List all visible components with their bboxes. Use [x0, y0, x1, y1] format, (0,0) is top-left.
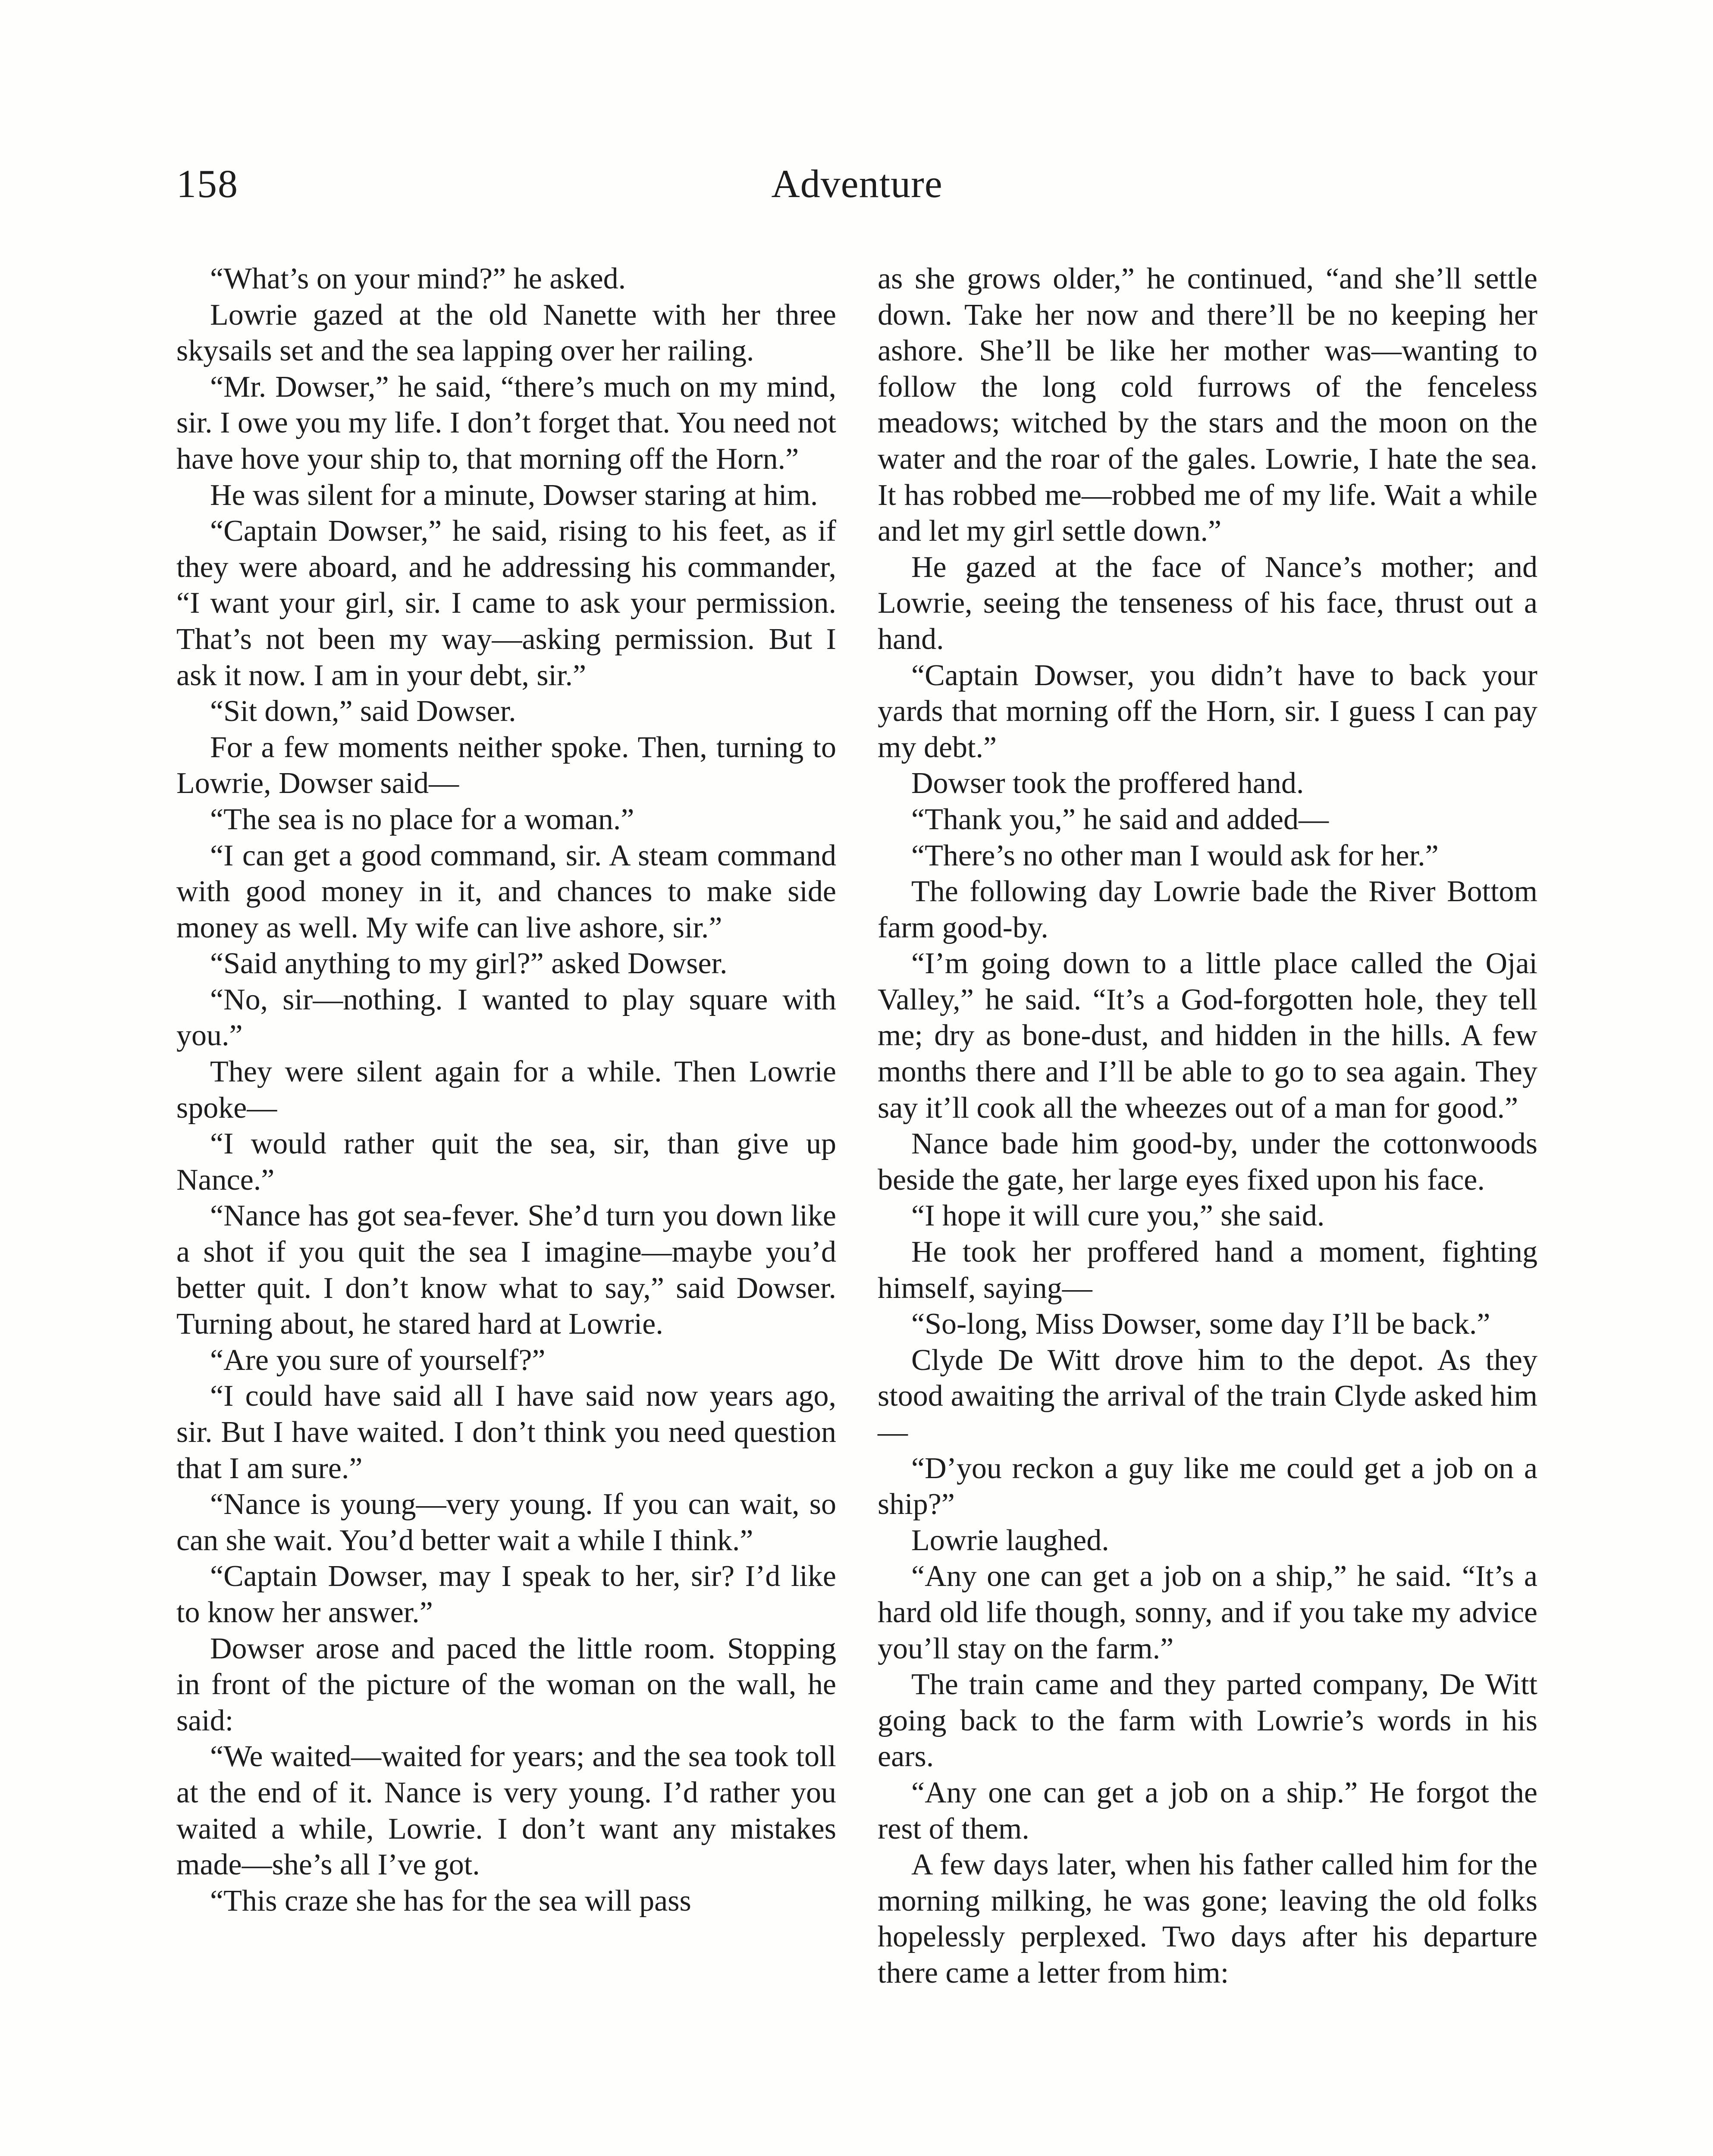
paragraph-continuation: as she grows older,” he continued, “and she’ll settle down. Take her now and there’ll be no keeping her ashore. She’ll be like her mother was—wanting to follow the long cold furrows of the fenceless meadows; witched by the stars and the moon on the water and the roar of the gales. Lowrie, I hate the sea. It has robbed me—robbed me of my life. Wait a while and let my girl settle down.”: [878, 262, 1537, 548]
paragraph: “There’s no other man I would ask for her.”: [911, 839, 1439, 872]
paragraph: Lowrie laughed.: [911, 1523, 1109, 1557]
paragraph: “Said anything to my girl?” asked Dowser.: [210, 947, 728, 981]
paragraph: “Captain Dowser,” he said, rising to his feet, as if they were aboard, and he addressing his commander, “I want your girl, sir. I came to ask your permission. That’s not been my way—asking permission. But I ask it now. I am in your debt, sir.”: [176, 514, 836, 692]
paragraph: “So-long, Miss Dowser, some day I’ll be back.”: [911, 1307, 1490, 1341]
paragraph: “Nance has got sea-fever. She’d turn you down like a shot if you quit the sea I imagine—maybe you’d better quit. I don’t know what to say,” said Dowser. Turning about, he stared hard at Lowrie.: [176, 1199, 836, 1341]
paragraph: “We waited—waited for years; and the sea took toll at the end of it. Nance is very young. I’d rather you waited a while, Lowrie. I don’t want any mistakes made—she’s all I’ve got.: [176, 1740, 836, 1882]
paragraph: “I would rather quit the sea, sir, than give up Nance.”: [176, 1127, 836, 1197]
paragraph: Dowser took the proffered hand.: [911, 767, 1304, 800]
paragraph: “What’s on your mind?” he asked.: [210, 262, 626, 295]
paragraph: Clyde De Witt drove him to the depot. As they stood awaiting the arrival of the train Clyde asked him—: [878, 1343, 1537, 1449]
paragraph: “D’you reckon a guy like me could get a job on a ship?”: [878, 1451, 1537, 1521]
paragraph: “I’m going down to a little place called the Ojai Valley,” he said. “It’s a God-forgotten hole, they tell me; dry as bone-dust, and hidden in the hills. A few months there and I’ll be able to go to sea again. They say it’ll cook all the wheezes out of a man for good.”: [878, 947, 1537, 1125]
paragraph: For a few moments neither spoke. Then, turning to Lowrie, Dowser said—: [176, 730, 836, 800]
paragraph: “Any one can get a job on a ship,” he said. “It’s a hard old life though, sonny, and if you take my advice you’ll stay on the farm.”: [878, 1560, 1537, 1665]
paragraph: “Captain Dowser, may I speak to her, sir? I’d like to know her answer.”: [176, 1560, 836, 1629]
text-columns: [176, 261, 1537, 1991]
paragraph: “This craze she has for the sea will pass: [210, 1884, 691, 1918]
paragraph: “Captain Dowser, you didn’t have to back your yards that morning off the Horn, sir. I guess I can pay my debt.”: [878, 658, 1537, 764]
right-column: [878, 261, 1537, 1991]
paragraph: “I hope it will cure you,” she said.: [911, 1199, 1325, 1233]
paragraph: “Sit down,” said Dowser.: [210, 695, 516, 728]
paragraph: The following day Lowrie bade the River Bottom farm good-by.: [878, 875, 1537, 944]
page-number: 158: [176, 162, 238, 206]
paragraph: “Are you sure of yourself?”: [210, 1343, 546, 1377]
paragraph: “The sea is no place for a woman.”: [210, 802, 634, 836]
paragraph: “Thank you,” he said and added—: [911, 802, 1329, 836]
paragraph: “I could have said all I have said now years ago, sir. But I have waited. I don’t think you need question that I am sure.”: [176, 1379, 836, 1485]
paragraph: Lowrie gazed at the old Nanette with her three skysails set and the sea lapping over her railing.: [176, 298, 836, 368]
running-head: Adventure: [771, 162, 943, 206]
paragraph: He took her proffered hand a moment, fighting himself, saying—: [878, 1235, 1537, 1305]
paragraph: They were silent again for a while. Then Lowrie spoke—: [176, 1055, 836, 1125]
paragraph: The train came and they parted company, De Witt going back to the farm with Lowrie’s words in his ears.: [878, 1668, 1537, 1774]
paragraph: “I can get a good command, sir. A steam command with good money in it, and chances to make side money as well. My wife can live ashore, sir.”: [176, 839, 836, 944]
page-header: [176, 164, 1537, 220]
paragraph: “Mr. Dowser,” he said, “there’s much on my mind, sir. I owe you my life. I don’t forget that. You need not have hove your ship to, that morning off the Horn.”: [176, 370, 836, 476]
paragraph: Dowser arose and paced the little room. Stopping in front of the picture of the woman on the wall, he said:: [176, 1632, 836, 1737]
paragraph: “No, sir—nothing. I wanted to play square with you.”: [176, 983, 836, 1053]
paragraph: “Any one can get a job on a ship.” He forgot the rest of them.: [878, 1776, 1537, 1846]
paragraph: He was silent for a minute, Dowser staring at him.: [210, 478, 818, 512]
paragraph: “Nance is young—very young. If you can wait, so can she wait. You’d better wait a while I think.”: [176, 1488, 836, 1557]
left-column: [176, 261, 836, 1991]
paragraph: A few days later, when his father called him for the morning milking, he was gone; leaving the old folks hopelessly perplexed. Two days after his departure there came a letter from him:: [878, 1848, 1537, 1990]
paragraph: He gazed at the face of Nance’s mother; and Lowrie, seeing the tenseness of his face, thrust out a hand.: [878, 550, 1537, 656]
paragraph: Nance bade him good-by, under the cottonwoods beside the gate, her large eyes fixed upon his face.: [878, 1127, 1537, 1197]
